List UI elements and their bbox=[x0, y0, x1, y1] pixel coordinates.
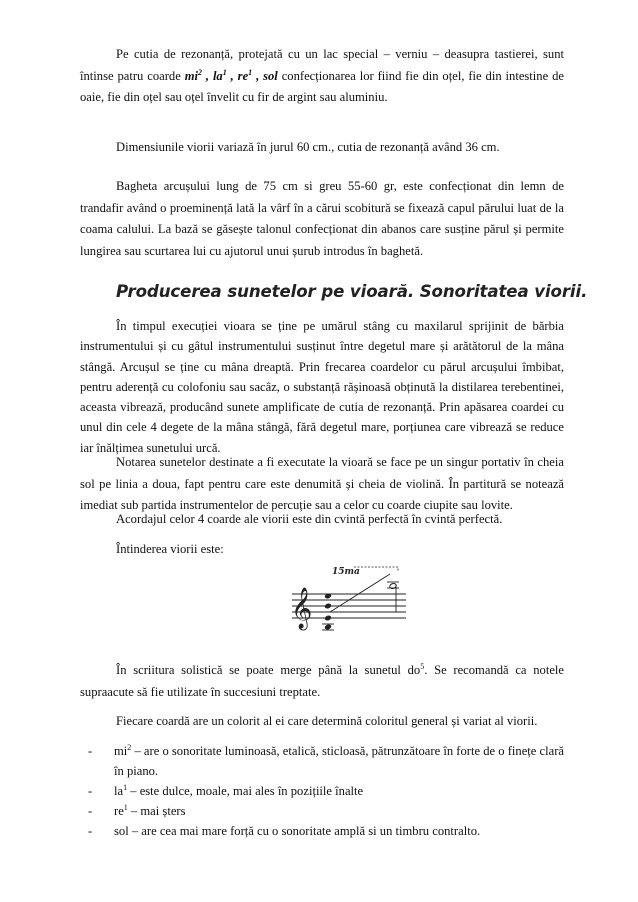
text-run: confecționarea lor fiind fie din oțel, fie din intestine de oaie, fie din oțel sau oțel învelit cu fir de argint sau aluminiu. bbox=[80, 68, 564, 104]
paragraph-solo-range: În scriitura solistică se poate merge până la sunetul $do^5$. Se recomandă ca notele supraacute să fie utilizate în succesiuni treptate. bbox=[80, 661, 564, 699]
paragraph-bow: Bagheta arcușului lung de 75 cm si greu 55-60 gr, este confecționat din lemn de trandafir având o proeminență lată la vârf în a cărui scobitură se fixează capul părului luat de la coama calului. La bază se găsește talonul confecționat din abanos care susține părul și permite lungirea sau scurtarea lui cu ajutorul unui șurub introdus în baghetă. bbox=[80, 179, 564, 258]
string-re: $re^1$ bbox=[237, 67, 253, 83]
paragraph-dimensions: Dimensiunile viorii variază în jurul 60 cm., cutia de rezonanță având 36 cm. bbox=[116, 140, 500, 154]
string-mi: $mi^2$ bbox=[184, 67, 202, 83]
list-item: - $mi^2$ – are o sonoritate luminoasă, etalică, sticloasă, pătrunzătoare în forte de o finețe clară în piano. bbox=[88, 742, 564, 778]
paragraph-range-intro: Întinderea viorii este: bbox=[116, 542, 224, 556]
octave-marking: 15ma bbox=[332, 567, 360, 577]
treble-clef-icon: 𝄞 bbox=[291, 588, 313, 629]
string-la: $la^1$ bbox=[212, 67, 227, 83]
paragraph-execution: În timpul execuției vioara se ține pe umărul stâng cu maxilarul sprijinit de bărbia instrumentului și cu gâtul instrumentului susținut între degetul mare și arătătorul de la mâna stângă. Arcușul se ține cu mâna dreaptă. Prin frecarea coardelor cu părul arcușului îmbibat, pentru aderență cu colofoniu sau sacâz, o substanță rășinoasă obținută la distilarea terebentinei, aceasta vibrează, producând sunete amplificate de cutia de rezonanță. Prin apăsarea coardei cu unul din cele 4 degete de la mâna stângă, fără degetul mare, porțiunea care vibrează se reduce iar înălțimea sunetului urcă. bbox=[80, 319, 564, 455]
string-timbre-list bbox=[80, 741, 564, 841]
paragraph-tuning: Acordajul celor 4 coarde ale viorii este din cvintă perfectă în cvintă perfectă. bbox=[116, 512, 503, 526]
violin-range-staff-image bbox=[286, 562, 412, 632]
list-item: - $la^1$ – este dulce, moale, mai ales în pozițiile înalte bbox=[88, 782, 364, 798]
text-run: Pe cutia de rezonanță, protejată cu un lac special – verniu – deasupra tastierei, sunt întinse patru coarde bbox=[80, 47, 564, 83]
list-item: - $re^1$ – mai șters bbox=[88, 802, 186, 818]
paragraph-strings: Pe cutia de rezonanță, protejată cu un lac special – verniu – deasupra tastierei, sunt întinse patru coarde $mi^2$ , $la^1$ , $re^1$ , sol confecționarea lor fiind fie din oțel, fie din intestine de oaie, fie din oțel sau oțel învelit cu fir de argint sau aluminiu. bbox=[80, 47, 564, 104]
section-heading: Producerea sunetelor pe vioară. Sonoritatea viorii. bbox=[116, 282, 588, 301]
paragraph-notation: Notarea sunetelor destinate a fi executate la vioară se face pe un singur portativ în cheia sol pe linia a doua, fapt pentru care este denumită și cheia de violină. În partitură se notează imediat sub partida instrumentelor de percuție sau a celor cu coarde ciupite sau lovite. bbox=[80, 455, 564, 512]
list-item: - sol – are cea mai mare forță cu o sonoritate amplă si un timbru contralto. bbox=[88, 824, 481, 838]
string-sol: sol bbox=[263, 68, 278, 83]
paragraph-string-colors: Fiecare coardă are un colorit al ei care determină coloritul general și variat al viorii. bbox=[116, 714, 538, 728]
